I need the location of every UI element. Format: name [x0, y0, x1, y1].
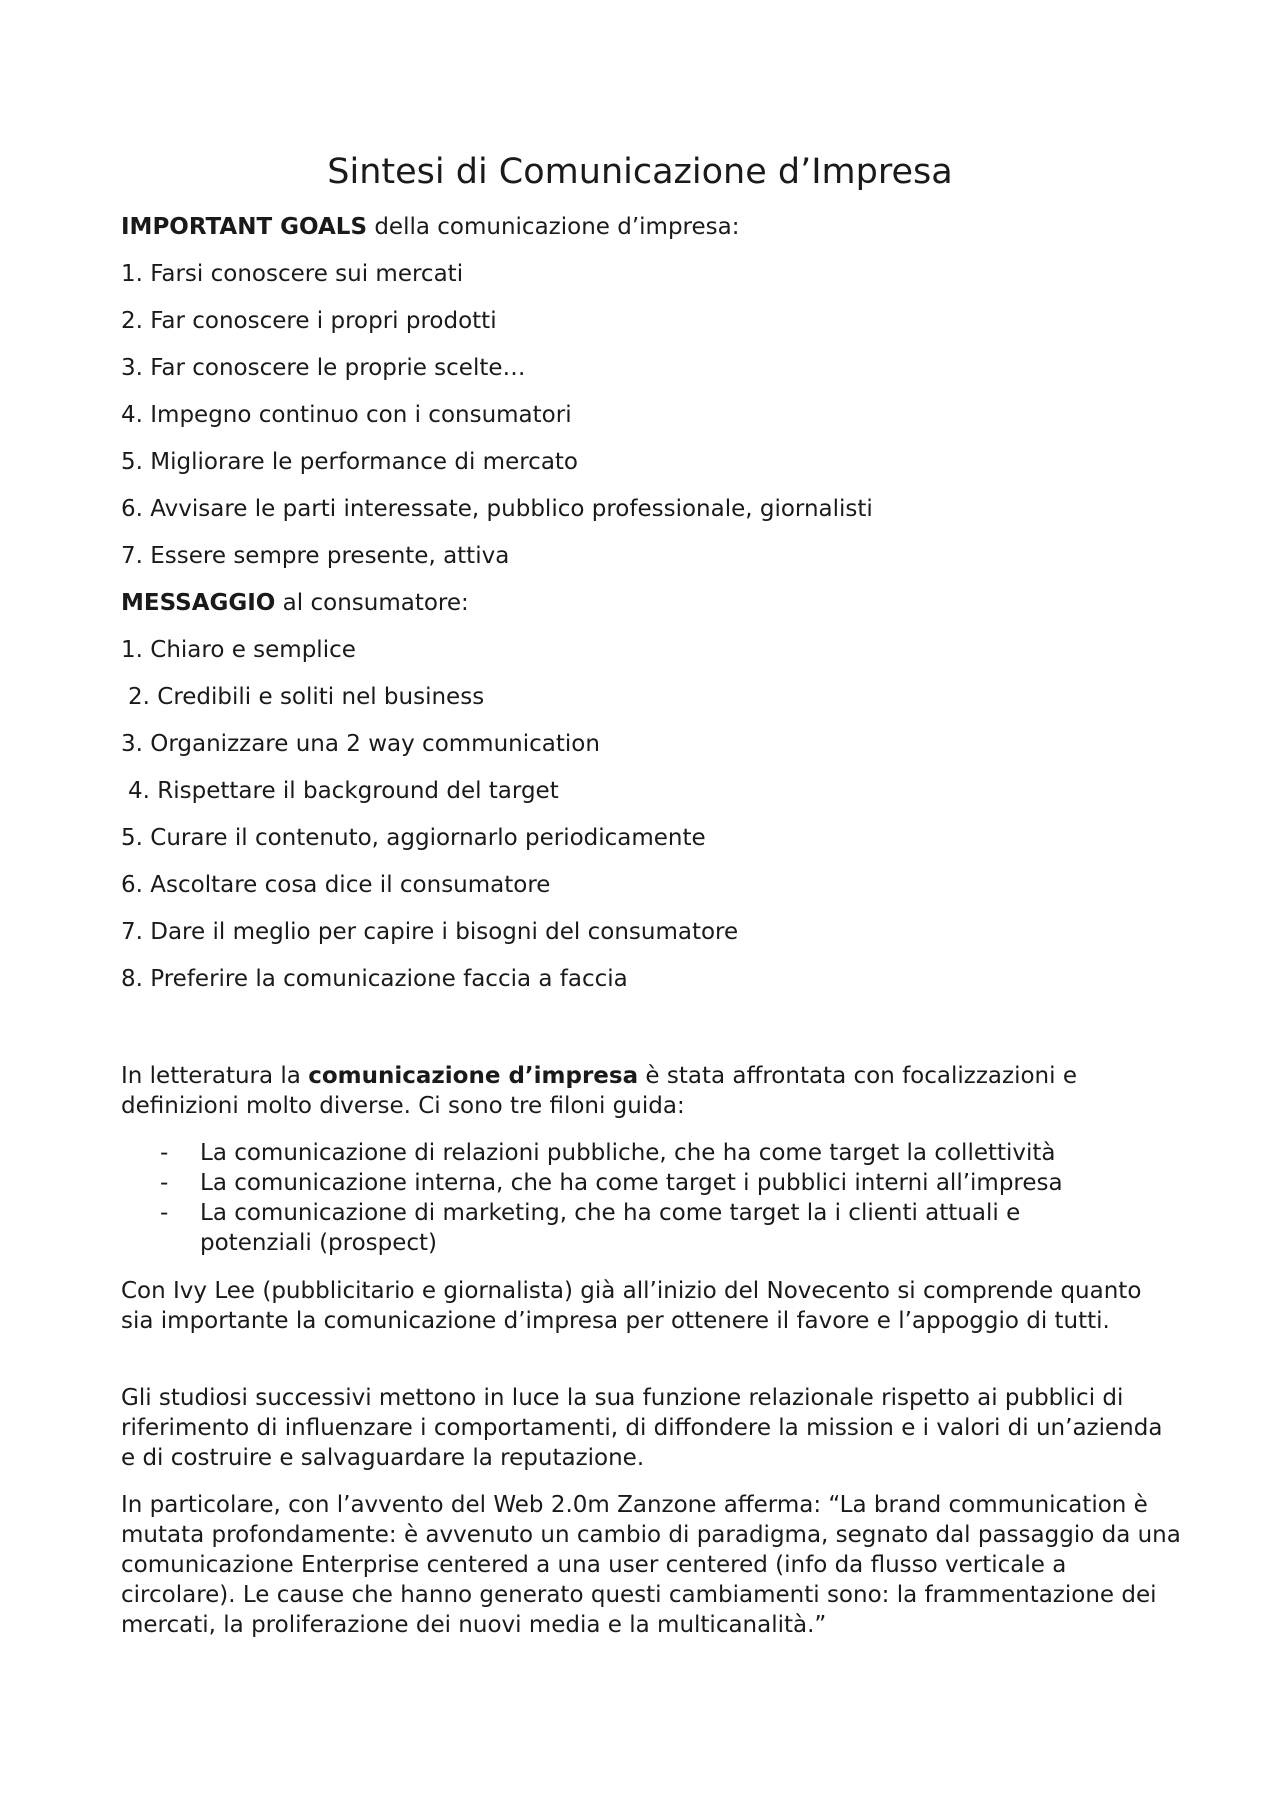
intro-paragraph [121, 1061, 1181, 1121]
message-item: 8. Preferire la comunicazione faccia a faccia [121, 966, 628, 992]
bullet-dash: - [160, 1200, 169, 1226]
intro-bold: comunicazione d’impresa [308, 1063, 639, 1089]
goals-item: 3. Far conoscere le proprie scelte… [121, 355, 526, 381]
message-item: 3. Organizzare una 2 way communication [121, 731, 600, 757]
message-item: 6. Ascoltare cosa dice il consumatore [121, 872, 551, 898]
goals-item: 5. Migliorare le performance di mercato [121, 449, 579, 475]
body-paragraph: Gli studiosi successivi mettono in luce la sua funzione relazionale rispetto ai pubblici di riferimento di influenzare i comportamenti, di diffondere la mission e i valori di un’azienda e di costruire e salvaguardare la reputazione. [121, 1385, 1163, 1471]
bullet-text: La comunicazione di marketing, che ha come target la i clienti attuali e potenziali (prospect) [200, 1200, 1021, 1256]
message-item: 5. Curare il contenuto, aggiornarlo periodicamente [121, 825, 706, 851]
bullet-dash: - [160, 1140, 169, 1166]
intro-after: è stata affrontata con focalizzazioni e definizioni molto diverse. Ci sono tre filoni guida: [121, 1063, 1077, 1119]
message-item: 4. Rispettare il background del target [128, 778, 559, 804]
goals-item: 2. Far conoscere i propri prodotti [121, 308, 497, 334]
goals-item: 7. Essere sempre presente, attiva [121, 543, 510, 569]
body-paragraph: In particolare, con l’avvento del Web 2.0m Zanzone afferma: “La brand communication è mutata profondamente: è avvenuto un cambio di paradigma, segnato dal passaggio da una comunicazione Enterprise centered a una user centered (info da flusso verticale a circolare). Le cause che hanno generato questi cambiamenti sono: la frammentazione dei mercati, la proliferazione dei nuovi media e la multicanalità.” [121, 1492, 1181, 1638]
message-item: 2. Credibili e soliti nel business [128, 684, 485, 710]
message-heading-rest: al consumatore: [275, 590, 469, 616]
message-item: 7. Dare il meglio per capire i bisogni del consumatore [121, 919, 739, 945]
bullet-text: La comunicazione interna, che ha come target i pubblici interni all’impresa [200, 1170, 1063, 1196]
intro-before: In letteratura la [121, 1063, 309, 1089]
goals-heading-bold: IMPORTANT GOALS [121, 214, 368, 240]
message-heading-bold: MESSAGGIO [121, 590, 276, 616]
goals-item: 4. Impegno continuo con i consumatori [121, 402, 572, 428]
page-title: Sintesi di Comunicazione d’Impresa [327, 152, 953, 192]
bullet-dash: - [160, 1170, 169, 1196]
goals-item: 6. Avvisare le parti interessate, pubblico professionale, giornalisti [121, 496, 873, 522]
bullet-text: La comunicazione di relazioni pubbliche, che ha come target la collettività [200, 1140, 1056, 1166]
goals-heading [121, 212, 739, 242]
goals-heading-rest: della comunicazione d’impresa: [367, 214, 740, 240]
body-paragraph: Con Ivy Lee (pubblicitario e giornalista) già all’inizio del Novecento si comprende quanto sia importante la comunicazione d’impresa per ottenere il favore e l’appoggio di tutti. [121, 1278, 1142, 1334]
message-heading [121, 588, 469, 618]
message-item: 1. Chiaro e semplice [121, 637, 356, 663]
goals-item: 1. Farsi conoscere sui mercati [121, 261, 464, 287]
